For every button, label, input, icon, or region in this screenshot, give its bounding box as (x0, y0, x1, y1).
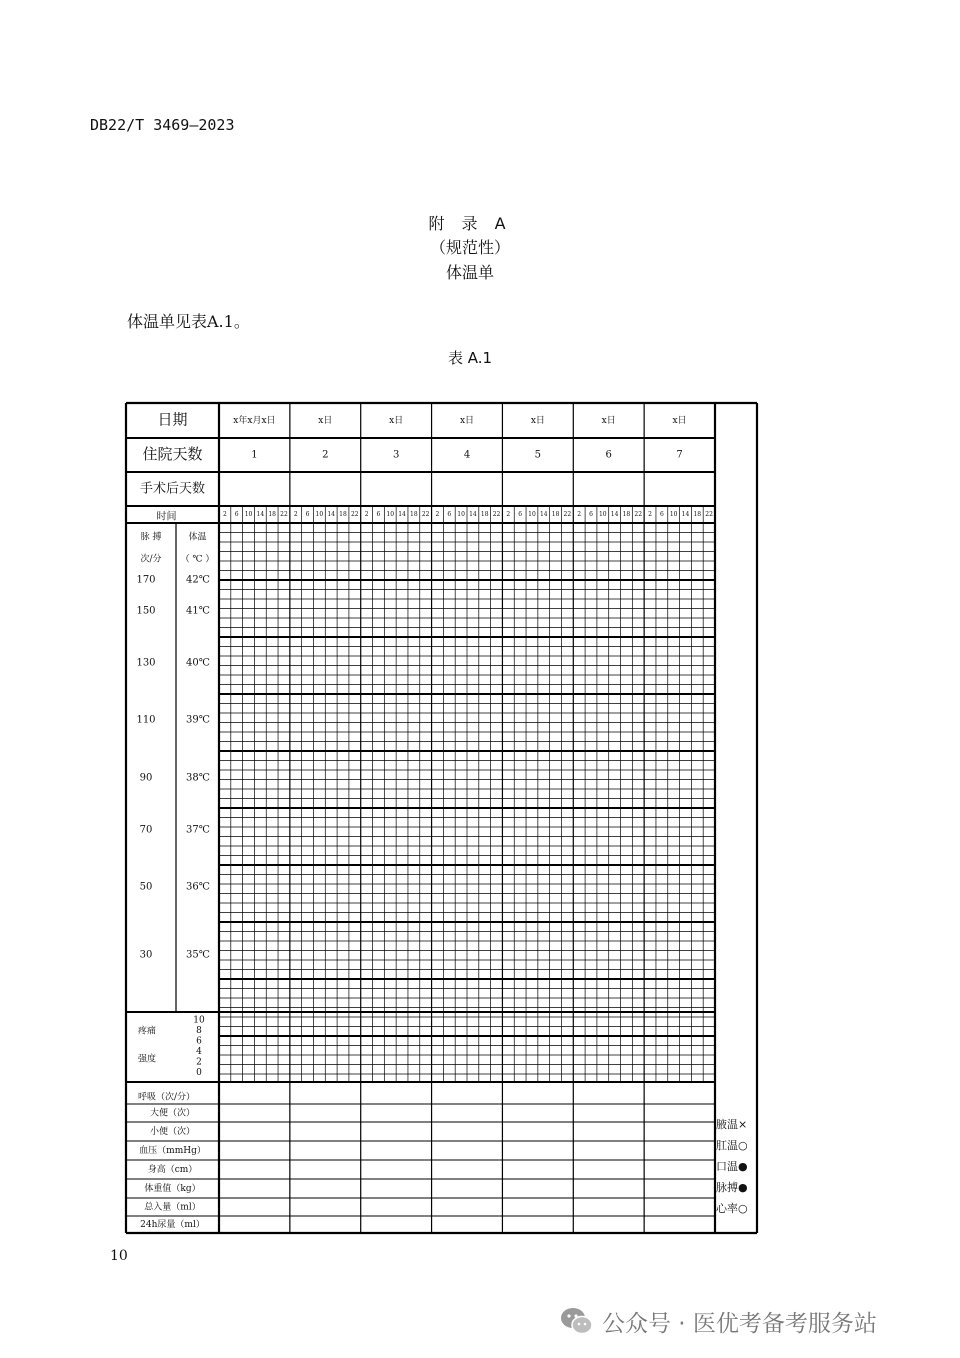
time-tick-label: 6 (234, 511, 239, 518)
bottom-row-label: 大便（次） (149, 1108, 196, 1119)
time-tick-label: 22 (280, 511, 288, 518)
time-tick-label: 10 (244, 511, 253, 518)
watermark (560, 1304, 940, 1338)
pulse-header: 脉 搏 (140, 532, 162, 543)
pain-scale-label: 8 (196, 1026, 202, 1036)
time-tick-label: 18 (339, 511, 347, 518)
pulse-unit: 次/分 (140, 554, 162, 565)
pain-scale-label: 6 (196, 1036, 202, 1047)
time-tick-label: 18 (551, 511, 560, 518)
admission-day-number: 3 (392, 449, 400, 461)
time-tick-label: 6 (518, 511, 523, 518)
pain-scale-label: 0 (196, 1068, 202, 1078)
time-tick-label: 10 (386, 511, 395, 518)
document-code: DB22/T 3469—2023 (90, 116, 235, 134)
time-tick-label: 14 (398, 511, 406, 518)
time-tick-label: 2 (364, 511, 369, 518)
pulse-scale-label: 90 (139, 772, 153, 784)
time-tick-label: 18 (410, 511, 418, 518)
appendix-nature: （规范性） (429, 238, 510, 257)
pain-label: 疼痛 (137, 1026, 157, 1037)
temp-scale-label: 40℃ (186, 657, 210, 669)
admission-day-number: 4 (463, 449, 471, 461)
time-tick-label: 22 (634, 511, 643, 518)
appendix-name: 体温单 (445, 263, 494, 282)
time-tick-label: 10 (457, 511, 465, 518)
pain-label: 强度 (137, 1054, 157, 1065)
time-tick-label: 14 (469, 511, 477, 518)
pulse-scale-label: 70 (139, 824, 153, 836)
time-tick-label: 10 (598, 511, 607, 518)
legend-item: 脉搏● (716, 1181, 748, 1194)
admission-day-number: 6 (605, 449, 612, 461)
page-number: 10 (110, 1248, 128, 1264)
time-tick-label: 14 (256, 511, 265, 518)
date-row-label: 日期 (157, 410, 188, 429)
admission-day-number: 7 (676, 449, 683, 461)
pulse-scale-label: 110 (136, 714, 156, 726)
time-tick-label: 10 (315, 511, 324, 518)
bottom-row-label: 血压（mmHg） (139, 1146, 206, 1156)
temp-scale-label: 35℃ (186, 949, 210, 961)
time-tick-label: 22 (421, 511, 430, 518)
legend-item: 口温● (716, 1160, 748, 1173)
bottom-row-label: 呼吸（次/分） (138, 1092, 196, 1103)
bottom-row-label: 体重值（kg） (144, 1184, 201, 1194)
time-tick-label: 14 (681, 511, 690, 518)
legend-item: 腋温× (716, 1118, 748, 1131)
pulse-scale-label: 130 (136, 657, 156, 669)
time-tick-label: 22 (492, 511, 501, 518)
time-tick-label: 10 (669, 511, 678, 518)
pulse-scale-label: 150 (136, 605, 156, 617)
admission-day-number: 1 (251, 449, 258, 461)
bottom-row-label: 身高（cm） (147, 1165, 198, 1175)
time-tick-label: 14 (327, 511, 336, 518)
time-tick-label: 18 (693, 511, 702, 518)
time-tick-label: 6 (305, 511, 310, 518)
date-cell: x日 (601, 416, 616, 426)
legend-item: 心率○ (716, 1202, 748, 1215)
pain-scale-label: 4 (196, 1047, 202, 1057)
time-tick-label: 14 (539, 511, 548, 518)
time-tick-label: 18 (268, 511, 276, 518)
time-tick-label: 6 (447, 511, 452, 518)
time-tick-label: 2 (222, 511, 227, 518)
admission-day-number: 5 (534, 449, 542, 461)
time-tick-label: 2 (293, 511, 298, 518)
date-cell: x日 (672, 416, 687, 426)
date-cell: x日 (530, 416, 545, 426)
temp-header: 体温 (188, 532, 207, 543)
pain-scale-label: 10 (193, 1015, 205, 1026)
temp-scale-label: 39℃ (186, 714, 210, 726)
time-tick-label: 2 (435, 511, 440, 518)
temp-scale-label: 36℃ (186, 881, 210, 893)
bottom-row-label: 小便（次） (149, 1127, 196, 1137)
time-tick-label: 10 (528, 511, 536, 518)
temp-scale-label: 41℃ (186, 605, 210, 617)
time-tick-label: 6 (659, 511, 664, 518)
date-cell: x日 (389, 416, 404, 426)
time-tick-label: 18 (480, 511, 489, 518)
admission-days-label: 住院天数 (142, 445, 203, 463)
date-cell: x年x月x日 (233, 416, 276, 426)
table-caption: 表 A.1 (447, 349, 493, 367)
temp-scale-label: 42℃ (186, 574, 210, 586)
time-tick-label: 2 (648, 511, 652, 518)
pulse-scale-label: 30 (139, 949, 153, 961)
time-tick-label: 22 (350, 511, 359, 518)
date-cell: x日 (318, 416, 333, 426)
time-tick-label: 2 (577, 511, 582, 518)
temp-scale-label: 37℃ (186, 824, 210, 836)
admission-day-number: 2 (322, 449, 329, 461)
time-tick-label: 6 (589, 511, 593, 518)
wechat-icon (560, 1306, 594, 1336)
temp-scale-label: 38℃ (186, 772, 210, 784)
time-tick-label: 18 (622, 511, 631, 518)
date-cell: x日 (459, 416, 475, 426)
time-tick-label: 6 (376, 511, 381, 518)
legend-item: 肛温○ (716, 1139, 748, 1152)
time-tick-label: 22 (705, 511, 713, 518)
appendix-title: 附 录 A (428, 214, 512, 233)
time-tick-label: 2 (506, 511, 511, 518)
post-op-days-label: 手术后天数 (139, 481, 206, 497)
temp-unit: （ ℃ ） (180, 554, 215, 565)
bottom-row-label: 24h尿量（ml） (140, 1220, 205, 1230)
intro-text: 体温单见表A.1。 (127, 312, 250, 331)
pain-scale-label: 2 (196, 1057, 202, 1068)
watermark-text: 公众号 · 医优考备考服务站 (602, 1310, 877, 1337)
pulse-scale-label: 170 (136, 574, 156, 586)
time-tick-label: 14 (610, 511, 619, 518)
time-tick-label: 22 (563, 511, 572, 518)
bottom-row-label: 总入量（ml） (144, 1202, 201, 1213)
time-row-label: 时间 (156, 511, 177, 523)
pulse-scale-label: 50 (139, 881, 153, 893)
